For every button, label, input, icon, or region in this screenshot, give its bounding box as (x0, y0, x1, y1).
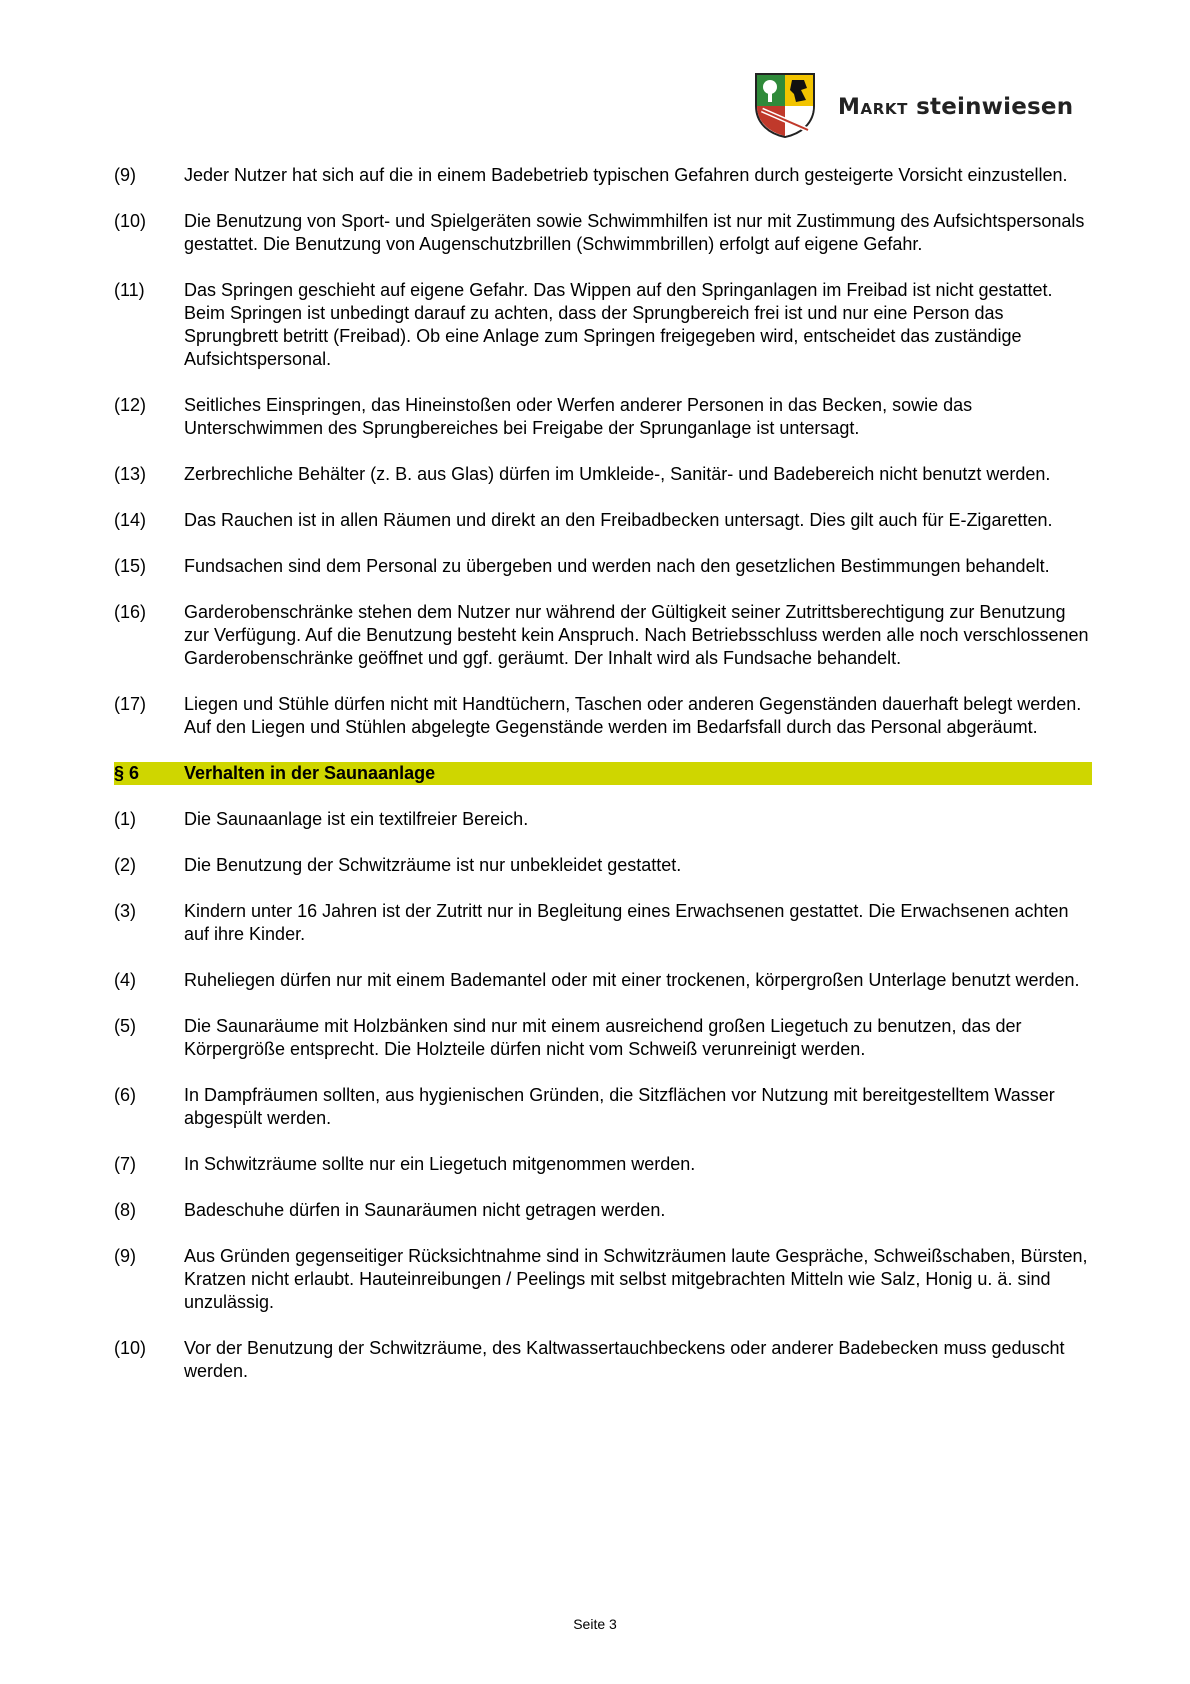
item-number: (1) (114, 809, 136, 829)
item-number: (16) (114, 602, 147, 622)
item-text: Seitliches Einspringen, das Hineinstoßen oder Werfen anderer Personen in das Becken, sowie das Unterschwimmen des Sprungbereiches bei Freigabe der Sprunganlage ist untersagt. (184, 395, 973, 438)
item-text: Jeder Nutzer hat sich auf die in einem Badebetrieb typischen Gefahren durch gesteigerte Vorsicht einzustellen. (184, 165, 1068, 185)
list-item (114, 1015, 1092, 1061)
item-number: (10) (114, 211, 147, 231)
item-text: Fundsachen sind dem Personal zu übergeben und werden nach den gesetzlichen Bestimmungen behandelt. (184, 556, 1050, 576)
rules-list-after (114, 808, 1092, 1383)
list-item (114, 854, 1092, 877)
list-item (114, 1084, 1092, 1130)
item-number: (3) (114, 901, 136, 921)
page-footer: Seite 3 (573, 1616, 617, 1632)
item-number: (5) (114, 1016, 136, 1036)
list-item (114, 601, 1092, 670)
item-number: (9) (114, 165, 136, 185)
coat-of-arms-icon (754, 72, 816, 138)
item-number: (8) (114, 1200, 136, 1220)
list-item (114, 693, 1092, 739)
item-number: (7) (114, 1154, 136, 1174)
list-item (114, 969, 1092, 992)
item-text: Das Springen geschieht auf eigene Gefahr. Das Wippen auf den Springanlagen im Freibad ist nicht gestattet. Beim Springen ist unbedingt darauf zu achten, dass der Sprungbereich frei ist und nur eine Person das Sprungbrett betritt (Freibad). Ob eine Anlage zum Springen freigegeben wird, entscheidet das zuständige Aufsichtspersonal. (184, 280, 1053, 369)
item-number: (12) (114, 395, 147, 415)
list-item (114, 1153, 1092, 1176)
item-number: (17) (114, 694, 147, 714)
brand-name: steinwiesen (916, 94, 1074, 120)
item-text: Zerbrechliche Behälter (z. B. aus Glas) dürfen im Umkleide-, Sanitär- und Badebereich nicht benutzt werden. (184, 464, 1051, 484)
document-body (114, 164, 1092, 1406)
list-item (114, 463, 1092, 486)
item-text: Garderobenschränke stehen dem Nutzer nur während der Gültigkeit seiner Zutrittsberechtigung zur Benutzung zur Verfügung. Auf die Benutzung besteht kein Anspruch. Nach Betriebsschluss werden alle noch verschlossenen Garderobenschränke geöffnet und ggf. geräumt. Der Inhalt wird als Fundsache behandelt. (184, 602, 1089, 668)
page-header (754, 72, 1094, 142)
list-item (114, 1199, 1092, 1222)
rules-list-before (114, 164, 1092, 739)
section-heading (114, 762, 1092, 785)
list-item (114, 394, 1092, 440)
list-item (114, 164, 1092, 187)
item-text: Die Saunaanlage ist ein textilfreier Bereich. (184, 809, 529, 829)
list-item (114, 279, 1092, 371)
list-item (114, 900, 1092, 946)
item-text: Das Rauchen ist in allen Räumen und direkt an den Freibadbecken untersagt. Dies gilt auch für E-Zigaretten. (184, 510, 1053, 530)
item-text: Badeschuhe dürfen in Saunaräumen nicht getragen werden. (184, 1200, 666, 1220)
list-item (114, 210, 1092, 256)
item-number: (6) (114, 1085, 136, 1105)
list-item (114, 1245, 1092, 1314)
brand-wordmark (838, 94, 1073, 120)
list-item (114, 1337, 1092, 1383)
item-number: (15) (114, 556, 147, 576)
item-number: (11) (114, 280, 145, 300)
item-text: In Dampfräumen sollten, aus hygienischen Gründen, die Sitzflächen vor Nutzung mit bereitgestelltem Wasser abgespült werden. (184, 1085, 1055, 1128)
item-text: Aus Gründen gegenseitiger Rücksichtnahme sind in Schwitzräumen laute Gespräche, Schweißschaben, Bürsten, Kratzen nicht erlaubt. Hauteinreibungen / Peelings mit selbst mitgebrachten Mitteln wie Salz, Honig u. ä. sind unzulässig. (184, 1246, 1088, 1312)
brand-prefix: Markt (838, 95, 908, 120)
item-number: (2) (114, 855, 136, 875)
item-number: (14) (114, 510, 147, 530)
list-item (114, 509, 1092, 532)
item-number: (4) (114, 970, 136, 990)
item-number: (13) (114, 464, 147, 484)
item-text: Liegen und Stühle dürfen nicht mit Handtüchern, Taschen oder anderen Gegenständen dauerhaft belegt werden. Auf den Liegen und Stühlen abgelegte Gegenstände werden im Bedarfsfall durch das Personal abgeräumt. (184, 694, 1082, 737)
item-text: In Schwitzräume sollte nur ein Liegetuch mitgenommen werden. (184, 1154, 696, 1174)
list-item (114, 555, 1092, 578)
item-text: Die Benutzung von Sport- und Spielgeräten sowie Schwimmhilfen ist nur mit Zustimmung des Aufsichtspersonals gestattet. Die Benutzung von Augenschutzbrillen (Schwimmbrillen) erfolgt auf eigene Gefahr. (184, 211, 1085, 254)
list-item (114, 808, 1092, 831)
item-text: Ruheliegen dürfen nur mit einem Bademantel oder mit einer trockenen, körpergroßen Unterlage benutzt werden. (184, 970, 1080, 990)
item-number: (9) (114, 1246, 136, 1266)
coat-of-arms-logo (754, 72, 816, 138)
section-number: § 6 (114, 763, 140, 783)
item-number: (10) (114, 1338, 147, 1358)
item-text: Kindern unter 16 Jahren ist der Zutritt nur in Begleitung eines Erwachsenen gestattet. Die Erwachsenen achten auf ihre Kinder. (184, 901, 1069, 944)
item-text: Die Benutzung der Schwitzräume ist nur unbekleidet gestattet. (184, 855, 682, 875)
item-text: Die Saunaräume mit Holzbänken sind nur mit einem ausreichend großen Liegetuch zu benutzen, das der Körpergröße entsprecht. Die Holzteile dürfen nicht vom Schweiß verunreinigt werden. (184, 1016, 1022, 1059)
item-text: Vor der Benutzung der Schwitzräume, des Kaltwassertauchbeckens oder anderer Badebecken muss geduscht werden. (184, 1338, 1065, 1381)
section-title: Verhalten in der Saunaanlage (184, 763, 436, 783)
